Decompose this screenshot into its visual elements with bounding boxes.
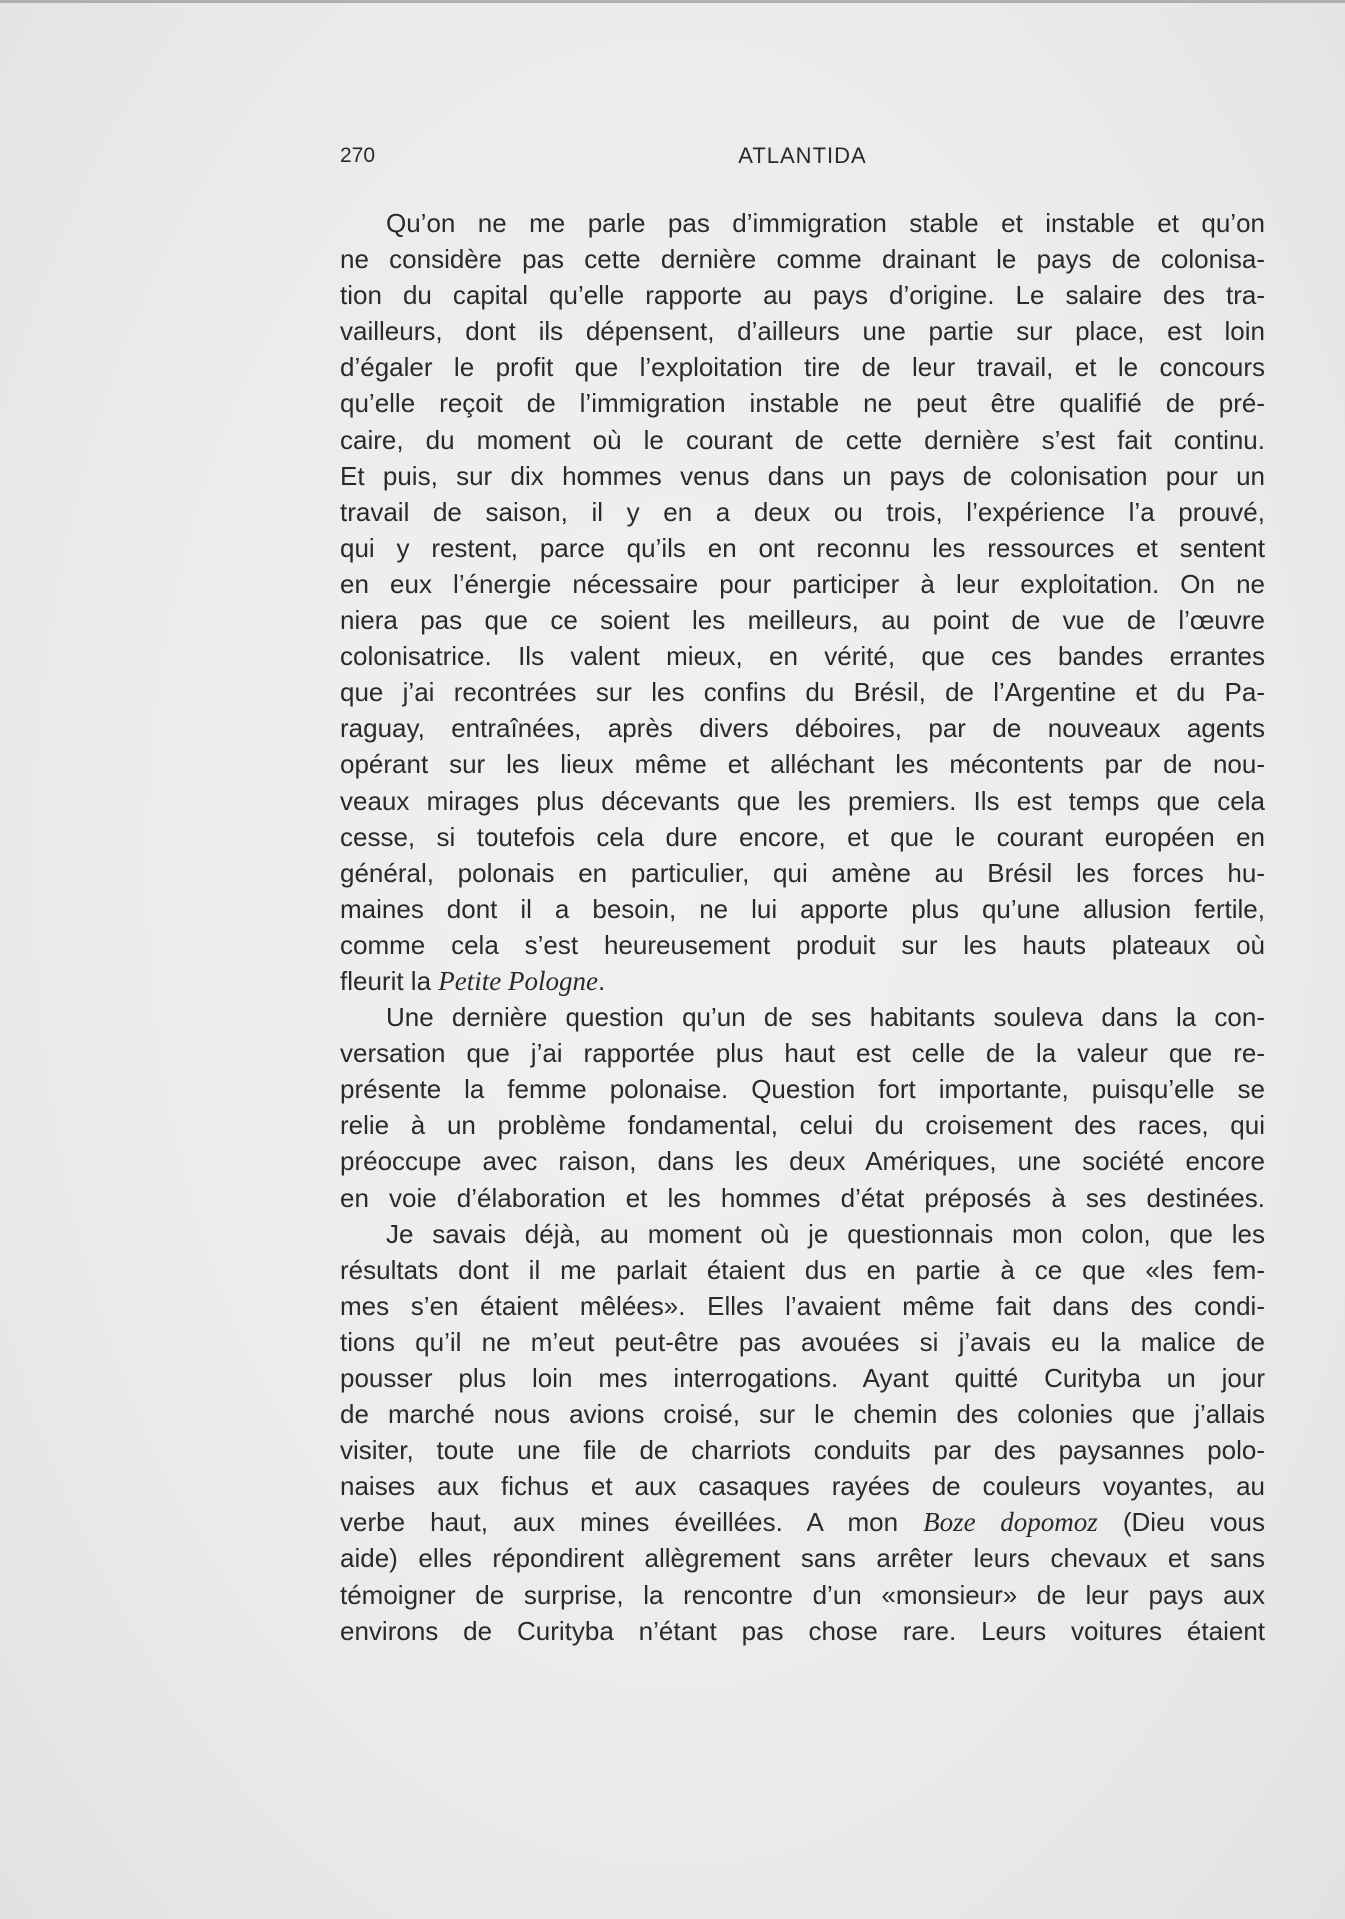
text-line: présente la femme polonaise. Question fort importante, puisqu’elle se bbox=[340, 1074, 1265, 1105]
text-line: Je savais déjà, au moment où je questionnais mon colon, que les bbox=[386, 1218, 1265, 1249]
text-line: de marché nous avions croisé, sur le chemin des colonies que j’allais bbox=[340, 1399, 1265, 1430]
text-run: . bbox=[597, 965, 606, 996]
text-line: veaux mirages plus décevants que les premiers. Ils est temps que cela bbox=[340, 785, 1265, 816]
text-line bbox=[340, 1504, 1265, 1540]
text-line: Qu’on ne me parle pas d’immigration stable et instable et qu’on bbox=[386, 208, 1265, 238]
italic-place-name: Petite Pologne bbox=[438, 965, 598, 996]
text-line: caire, du moment où le courant de cette dernière s’est fait continu. bbox=[340, 424, 1265, 455]
text-line: aide) elles répondirent allègrement sans arrêter leurs chevaux et sans bbox=[340, 1543, 1265, 1574]
text-line: raguay, entraînées, après divers déboires, par de nouveaux agents bbox=[340, 713, 1265, 744]
text-line: général, polonais en particulier, qui amène au Brésil les forces hu- bbox=[340, 857, 1265, 888]
text-line: tion du capital qu’elle rapporte au pays d’origine. Le salaire des tra- bbox=[340, 280, 1265, 311]
running-title: ATLANTIDA bbox=[738, 143, 867, 168]
text-line: tions qu’il ne m’eut peut-être pas avouées si j’avais eu la malice de bbox=[340, 1326, 1265, 1357]
text-line: préoccupe avec raison, dans les deux Amériques, une société encore bbox=[340, 1146, 1265, 1177]
text-line: en voie d’élaboration et les hommes d’état préposés à ses destinées. bbox=[340, 1182, 1265, 1213]
text-line: visiter, toute une file de charriots conduits par des paysannes polo- bbox=[340, 1435, 1265, 1466]
text-line: ne considère pas cette dernière comme drainant le pays de colonisa- bbox=[340, 244, 1265, 275]
running-head bbox=[340, 141, 1265, 171]
text-line: cesse, si toutefois cela dure encore, et que le courant européen en bbox=[340, 821, 1265, 852]
text-line: mes s’en étaient mêlées». Elles l’avaient même fait dans des condi- bbox=[340, 1290, 1265, 1321]
text-line: maines dont il a besoin, ne lui apporte plus qu’une allusion fertile, bbox=[340, 893, 1265, 924]
italic-greeting: Boze dopomoz bbox=[923, 1507, 1098, 1538]
page-number: 270 bbox=[340, 144, 376, 167]
text-line: travail de saison, il y en a deux ou trois, l’expérience l’a prouvé, bbox=[340, 496, 1265, 527]
text-line: témoigner de surprise, la rencontre d’un «monsieur» de leur pays aux bbox=[340, 1579, 1265, 1610]
text-line: environs de Curityba n’étant pas chose rare. Leurs voitures étaient bbox=[340, 1615, 1265, 1646]
text-line: vailleurs, dont ils dépensent, d’ailleurs une partie sur place, est loin bbox=[340, 316, 1265, 347]
text-line: que j’ai recontrées sur les confins du Brésil, de l’Argentine et du Pa- bbox=[340, 677, 1265, 708]
text-line: versation que j’ai rapportée plus haut est celle de la valeur que re- bbox=[340, 1038, 1265, 1069]
text-line: Une dernière question qu’un de ses habitants souleva dans la con- bbox=[386, 1002, 1265, 1033]
text-line: d’égaler le profit que l’exploitation tire de leur travail, et le concours bbox=[340, 352, 1265, 383]
text-line: comme cela s’est heureusement produit sur les hauts plateaux où bbox=[340, 929, 1265, 960]
text-line bbox=[340, 963, 1265, 999]
body-text bbox=[340, 205, 1265, 1649]
text-line: qu’elle reçoit de l’immigration instable ne peut être qualifié de pré- bbox=[340, 388, 1265, 419]
text-run: fleurit la bbox=[340, 965, 432, 996]
text-line: niera pas que ce soient les meilleurs, au point de vue de l’œuvre bbox=[340, 605, 1265, 636]
text-run: (Dieu vous bbox=[1122, 1507, 1265, 1538]
text-line: relie à un problème fondamental, celui du croisement des races, qui bbox=[340, 1110, 1265, 1141]
text-line: en eux l’énergie nécessaire pour participer à leur exploitation. On ne bbox=[340, 568, 1265, 599]
text-line: qui y restent, parce qu’ils en ont reconnu les ressources et sentent bbox=[340, 532, 1265, 563]
text-line: opérant sur les lieux même et alléchant les mécontents par de nou- bbox=[340, 749, 1265, 780]
page-top-edge bbox=[0, 0, 1345, 3]
text-line: naises aux fichus et aux casaques rayées de couleurs voyantes, au bbox=[340, 1471, 1265, 1502]
text-line: pousser plus loin mes interrogations. Ayant quitté Curityba un jour bbox=[340, 1363, 1265, 1393]
text-line: résultats dont il me parlait étaient dus en partie à ce que «les fem- bbox=[340, 1254, 1265, 1285]
text-line: Et puis, sur dix hommes venus dans un pays de colonisation pour un bbox=[340, 460, 1265, 491]
text-run: verbe haut, aux mines éveillées. A mon bbox=[340, 1507, 899, 1538]
text-line: colonisatrice. Ils valent mieux, en vérité, que ces bandes errantes bbox=[340, 641, 1265, 672]
